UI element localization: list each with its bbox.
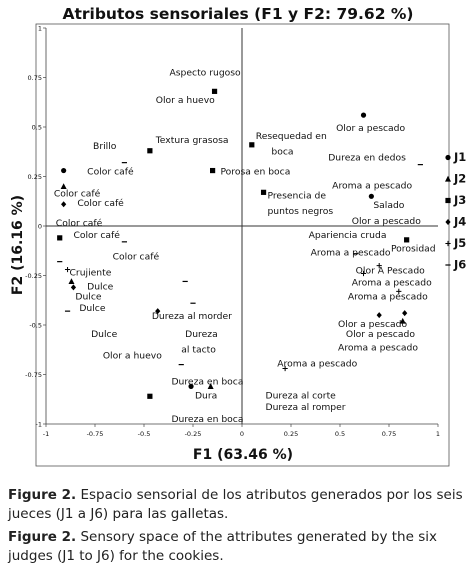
point-label: Aroma a pescado [338, 342, 418, 354]
point-label: Olor a huevo [102, 350, 162, 362]
legend-marker-j4 [445, 219, 450, 225]
point-label: Dureza al romper [265, 402, 346, 414]
y-tick-label: -0.25 [25, 272, 42, 280]
x-tick-label: -0.5 [137, 430, 151, 438]
legend [445, 150, 466, 272]
point-label: Porosa en boca [220, 166, 291, 178]
point-label: Dureza al corte [265, 390, 336, 402]
point-label: Dulce [79, 303, 106, 315]
point-label: Aspecto rugoso [169, 67, 241, 79]
point-label: Dureza [185, 328, 218, 340]
data-point-j3 [147, 148, 152, 153]
x-tick-label: -0.25 [184, 430, 202, 438]
point-label: Dureza en boca [171, 376, 244, 388]
legend-label-j5: J5 [454, 236, 467, 250]
data-point-j3 [249, 142, 254, 147]
data-point-j3 [212, 89, 217, 94]
data-point-j4 [402, 310, 407, 316]
point-label: boca [271, 146, 294, 158]
x-tick-label: 0 [239, 430, 245, 438]
point-label: Porosidad [390, 243, 436, 255]
point-label: Aroma a pescado [277, 358, 358, 370]
y-tick-label: 0.75 [27, 74, 42, 82]
point-label: Aroma a pescado [351, 277, 432, 289]
legend-marker-j2 [445, 176, 451, 182]
legend-label-j3: J3 [454, 193, 467, 207]
data-point-j3 [210, 168, 215, 173]
data-point-j4 [61, 201, 66, 207]
legend-label-j1: J1 [454, 150, 467, 164]
y-tick-label: 0 [37, 222, 42, 231]
point-label: Textura grasosa [155, 134, 229, 146]
point-label: Presencia de [267, 190, 326, 202]
data-point-j3 [404, 237, 409, 242]
point-label: Color café [77, 198, 124, 210]
y-tick-label: 0.5 [31, 123, 42, 132]
x-tick-label: -1 [42, 430, 50, 438]
point-label: Olor a pescado [345, 328, 415, 340]
chart-title: Atributos sensoriales (F1 y F2: 79.62 %) [62, 5, 414, 23]
legend-label-j6: J6 [454, 257, 467, 272]
point-label: Color café [87, 166, 134, 178]
point-label: Olor a pescado [336, 122, 406, 134]
data-point-j1 [361, 113, 366, 118]
legend-marker-j1 [445, 155, 450, 160]
point-label: Dulce [75, 291, 102, 303]
point-label: al tacto [181, 344, 216, 356]
point-labels [54, 68, 436, 426]
y-tick-label: 0.25 [27, 173, 42, 181]
point-label: Aroma a pescado [347, 291, 428, 303]
point-label: Aroma a pescado [310, 247, 391, 259]
point-label: Dureza al morder [151, 311, 232, 323]
y-tick-label: -1 [35, 420, 42, 429]
data-point-j4 [377, 312, 382, 318]
data-point-j3 [147, 394, 152, 399]
data-point-j1 [61, 168, 66, 173]
point-label: Olor a pescado [338, 318, 408, 330]
x-tick-label: -0.75 [86, 430, 104, 438]
legend-label-j4: J4 [454, 214, 467, 229]
data-point-j4 [71, 284, 76, 290]
x-tick-label: 0.75 [381, 430, 397, 438]
caption-text-es: Espacio sensorial de los atributos generados por los seis jueces (J1 a J6) para las galletas. [8, 487, 463, 522]
caption-label-es: Figure 2. [8, 487, 77, 503]
point-label: Dura [194, 390, 218, 402]
point-label: Color café [53, 188, 101, 200]
figure-caption-spanish [8, 486, 466, 524]
x-tick-label: 0.25 [283, 430, 299, 438]
point-label: Olor A Pescado [355, 265, 425, 277]
point-label: Color café [55, 218, 103, 229]
data-point-j2 [68, 278, 74, 284]
figure-caption-english [8, 528, 466, 566]
y-tick-label: -0.75 [25, 371, 42, 379]
point-label: Color café [112, 251, 160, 263]
point-label: Crujiente [69, 267, 112, 279]
y-tick-label: -0.5 [29, 321, 42, 330]
point-label: puntos negros [267, 206, 334, 218]
point-label: Apariencia cruda [308, 229, 387, 241]
data-point-j3 [261, 190, 266, 195]
caption-text-en: Sensory space of the attributes generated by the six judges (J1 to J6) for the cookies. [8, 529, 437, 564]
data-point-j3 [57, 235, 62, 240]
point-label: Dulce [87, 281, 114, 293]
point-label: Brillo [93, 140, 117, 152]
point-label: Dulce [91, 328, 118, 340]
x-tick-label: 0.5 [334, 430, 346, 438]
y-tick-label: 1 [37, 24, 42, 33]
caption-label-en: Figure 2. [8, 529, 77, 545]
legend-label-j2: J2 [454, 171, 467, 186]
data-point-j1 [369, 194, 374, 199]
point-label: Aroma a pescado [332, 180, 413, 192]
point-label: Dureza en boca [171, 414, 244, 426]
point-label: Olor a huevo [155, 95, 215, 107]
point-label: Resequedad en [255, 130, 327, 142]
point-label: Color café [73, 229, 120, 241]
legend-marker-j3 [445, 198, 450, 203]
point-label: Dureza en dedos [328, 152, 406, 164]
x-axis-label: F1 (63.46 %) [192, 447, 294, 463]
legend-marker-j5 [445, 241, 450, 246]
y-axis-label: F2 (16.16 %) [10, 194, 26, 296]
x-tick-label: 1 [435, 430, 441, 438]
point-label: Olor a pescado [351, 216, 421, 228]
point-label: Salado [373, 200, 405, 212]
